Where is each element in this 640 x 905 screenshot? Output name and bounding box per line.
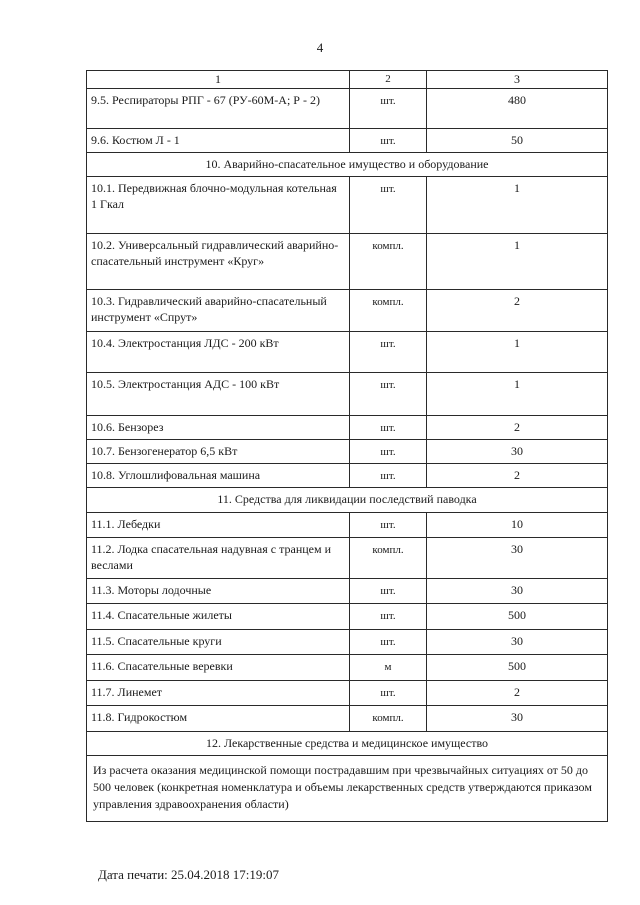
item-qty: 1 [427,332,608,373]
table-row [87,681,608,706]
table-row [87,177,608,234]
table-row [87,579,608,604]
table-row [87,290,608,332]
header-col-3: 3 [427,71,608,89]
item-unit: компл. [350,706,427,732]
item-unit: шт. [350,681,427,706]
item-qty: 480 [427,89,608,129]
item-unit: шт. [350,129,427,153]
table-row [87,440,608,464]
item-unit: шт. [350,579,427,604]
section-note: Из расчета оказания медицинской помощи пострадавшим при чрезвычайных ситуациях от 50 до 500 человек (конкретная номенклатура и объемы лекарственных средств утверждаются приказом управления здравоохранения области) [87,756,608,822]
table-row [87,332,608,373]
item-unit: компл. [350,290,427,332]
table-row [87,129,608,153]
item-unit: шт. [350,89,427,129]
table-row [87,630,608,655]
item-qty: 500 [427,604,608,630]
item-qty: 2 [427,681,608,706]
item-name: 10.4. Электростанция ЛДС - 200 кВт [87,332,350,373]
page-number: 4 [316,40,324,55]
item-unit: шт. [350,604,427,630]
item-qty: 10 [427,513,608,538]
item-qty: 2 [427,290,608,332]
equipment-table [86,70,608,822]
item-unit: шт. [350,513,427,538]
print-date: Дата печати: 25.04.2018 17:19:07 [98,867,280,882]
item-unit: шт. [350,440,427,464]
item-qty: 1 [427,234,608,290]
section-header-row [87,153,608,177]
item-qty: 30 [427,538,608,579]
item-name: 9.6. Костюм Л - 1 [87,129,350,153]
table-row [87,604,608,630]
item-unit: шт. [350,373,427,416]
item-name: 10.2. Универсальный гидравлический аварийно-спасательный инструмент «Круг» [87,234,350,290]
item-unit: шт. [350,416,427,440]
item-name: 11.6. Спасательные веревки [87,655,350,681]
note-row [87,756,608,822]
item-qty: 1 [427,373,608,416]
item-unit: шт. [350,177,427,234]
table-row [87,706,608,732]
item-name: 10.7. Бензогенератор 6,5 кВт [87,440,350,464]
item-name: 11.7. Линемет [87,681,350,706]
item-unit: шт. [350,630,427,655]
item-qty: 2 [427,416,608,440]
item-unit: шт. [350,464,427,488]
item-name: 10.1. Передвижная блочно-модульная котельная 1 Гкал [87,177,350,234]
item-qty: 30 [427,579,608,604]
section-header-row [87,732,608,756]
item-unit: м [350,655,427,681]
section-header-row [87,488,608,513]
table-row [87,89,608,129]
section-title: 11. Средства для ликвидации последствий паводка [87,488,608,513]
item-qty: 30 [427,706,608,732]
table-row [87,655,608,681]
header-col-2: 2 [350,71,427,89]
item-qty: 30 [427,630,608,655]
table-row [87,513,608,538]
item-qty: 1 [427,177,608,234]
table-row [87,373,608,416]
item-name: 11.5. Спасательные круги [87,630,350,655]
item-name: 9.5. Респираторы РПГ - 67 (РУ-60М-А; Р - 2) [87,89,350,129]
table-row [87,416,608,440]
item-name: 10.3. Гидравлический аварийно-спасательный инструмент «Спрут» [87,290,350,332]
item-name: 11.3. Моторы лодочные [87,579,350,604]
item-qty: 2 [427,464,608,488]
item-name: 10.8. Углошлифовальная машина [87,464,350,488]
item-name: 11.8. Гидрокостюм [87,706,350,732]
item-qty: 50 [427,129,608,153]
item-unit: компл. [350,538,427,579]
item-name: 11.4. Спасательные жилеты [87,604,350,630]
table-row [87,538,608,579]
item-name: 10.6. Бензорез [87,416,350,440]
item-qty: 500 [427,655,608,681]
section-title: 12. Лекарственные средства и медицинское имущество [87,732,608,756]
section-title: 10. Аварийно-спасательное имущество и оборудование [87,153,608,177]
table-row [87,234,608,290]
item-unit: компл. [350,234,427,290]
item-qty: 30 [427,440,608,464]
item-name: 11.2. Лодка спасательная надувная с транцем и веслами [87,538,350,579]
item-unit: шт. [350,332,427,373]
table-header-row [87,71,608,89]
item-name: 11.1. Лебедки [87,513,350,538]
table-row [87,464,608,488]
item-name: 10.5. Электростанция АДС - 100 кВт [87,373,350,416]
header-col-1: 1 [87,71,350,89]
